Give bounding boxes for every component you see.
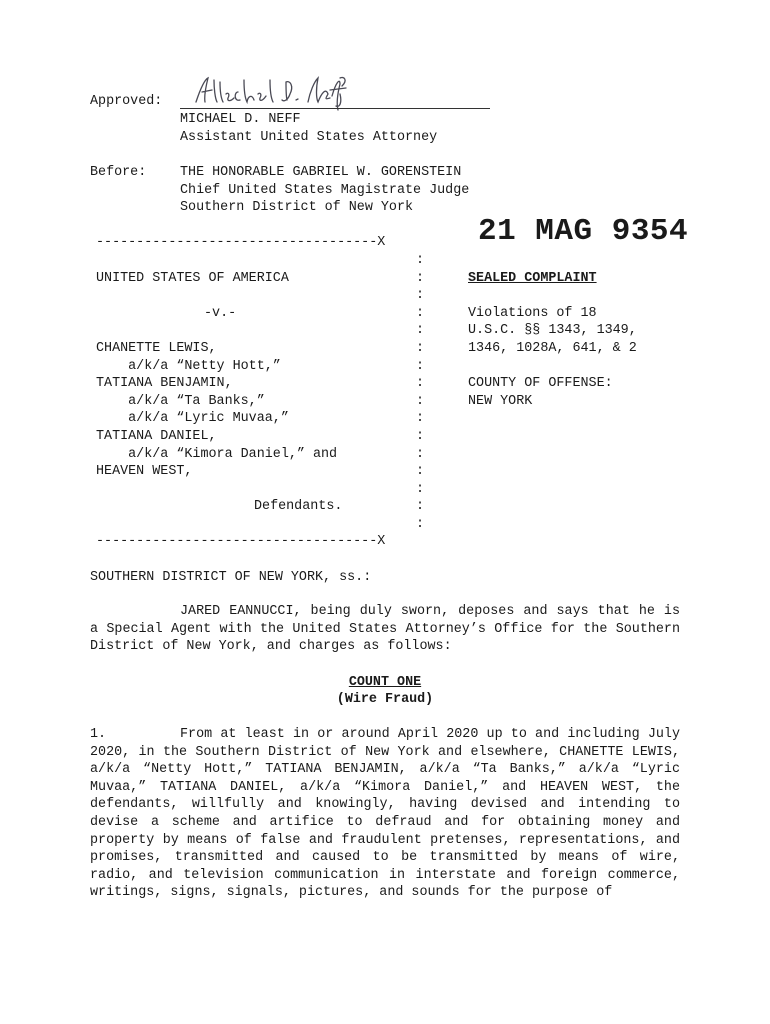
defendant-line: HEAVEN WEST, — [96, 464, 193, 479]
defendant-line: a/k/a “Netty Hott,” — [96, 359, 281, 374]
paragraph-number: 1. — [90, 727, 107, 742]
caption-colon: : — [416, 446, 425, 462]
case-number: 21 MAG 9354 — [478, 214, 689, 249]
caption-colon: : — [416, 481, 425, 497]
defendant-line: CHANETTE LEWIS, — [96, 341, 217, 356]
plaintiff-name: UNITED STATES OF AMERICA — [96, 271, 289, 286]
before-label: Before: — [90, 165, 147, 180]
count-title: COUNT ONE — [348, 675, 422, 690]
judge-title: Chief United States Magistrate Judge — [180, 183, 470, 198]
caption-colon: : — [416, 499, 425, 515]
signer-title: Assistant United States Attorney — [180, 130, 438, 145]
caption-colon: : — [416, 358, 425, 374]
caption-colon: : — [416, 270, 425, 286]
caption-colon: : — [416, 253, 425, 268]
caption-top-rule: -----------------------------------X — [96, 235, 386, 250]
versus-label: -v.- — [204, 306, 237, 321]
caption-colon: : — [416, 517, 425, 532]
document-type: SEALED COMPLAINT — [468, 271, 597, 286]
defendant-line: a/k/a “Ta Banks,” — [96, 394, 265, 409]
judge-name: THE HONORABLE GABRIEL W. GORENSTEIN — [180, 165, 462, 180]
caption-colon: : — [416, 429, 425, 444]
signer-name: MICHAEL D. NEFF — [180, 112, 301, 127]
judge-district: Southern District of New York — [180, 200, 414, 215]
approved-label: Approved: — [90, 94, 163, 109]
caption-colon: : — [416, 288, 425, 304]
paragraph-1-text: From at least in or around April 2020 up to and including July 2020, in the Southern District of New York and elsewhere, CHANETTE LEWIS, a/k/a “Netty Hott,” TATIANA BENJAMIN, a/k/a “Ta Banks,” a/k/a “Lyric Muvaa,” TATIANA DANIEL, a/k/a “Kimora Daniel,” and HEAVEN WEST, the defendants, willfully and knowingly, having devised and intending to devise a scheme and artifice to defraud and for obtaining money and property by means of false and fraudulent pretenses, representations, and promises, transmitted and caused to be transmitted by means of wire, radio, and television communication in interstate and foreign commerce, writings, signs, signals, pictures, and sounds for the purpose of — [90, 727, 680, 901]
defendant-line: a/k/a “Kimora Daniel,” and — [96, 447, 338, 462]
caption-colon: : — [416, 376, 425, 392]
defendant-line: TATIANA DANIEL, — [96, 429, 217, 444]
violations-line: Violations of 18 — [468, 306, 597, 321]
defendant-line: TATIANA BENJAMIN, — [96, 376, 233, 391]
caption-bottom-rule: -----------------------------------X — [96, 534, 386, 549]
signature-line — [180, 108, 490, 109]
defendant-line: a/k/a “Lyric Muvaa,” — [96, 411, 289, 426]
county-value: NEW YORK — [468, 394, 533, 409]
violations-line: 1346, 1028A, 641, & 2 — [468, 341, 637, 356]
caption-colon: : — [416, 464, 425, 480]
district-line: SOUTHERN DISTRICT OF NEW YORK, ss.: — [90, 570, 372, 585]
county-label: COUNTY OF OFFENSE: — [468, 376, 613, 391]
caption-colon: : — [416, 393, 425, 409]
caption-colon: : — [416, 411, 425, 427]
caption-colon: : — [416, 323, 425, 339]
paragraph-1 — [90, 726, 680, 902]
violations-line: U.S.C. §§ 1343, 1349, — [468, 323, 637, 338]
intro-paragraph: JARED EANNUCCI, being duly sworn, deposes and says that he is a Special Agent with the United States Attorney’s Office for the Southern District of New York, and charges as follows: — [90, 604, 680, 655]
defendants-label: Defendants. — [254, 499, 343, 514]
caption-colon: : — [416, 341, 425, 356]
caption-colon: : — [416, 305, 425, 321]
count-subtitle: (Wire Fraud) — [336, 692, 434, 707]
